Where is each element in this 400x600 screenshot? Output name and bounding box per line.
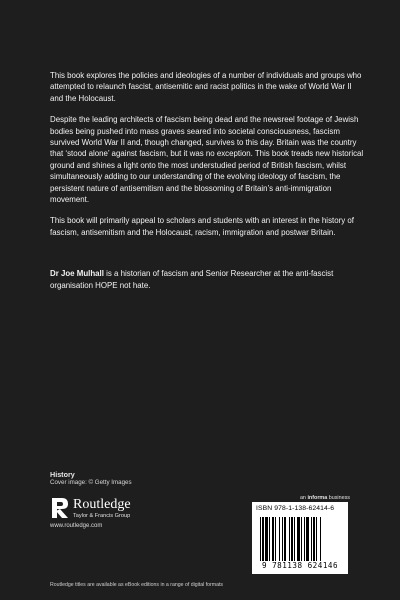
publisher-name: Routledge [73,496,131,512]
blurb-paragraph-2: Despite the leading architects of fascism being dead and the newsreel footage of Jewish bodies being pushed into mass graves seared into societal consciousness, fascism survived World War II and, though changed, survives to this day. Britain was the country that ‘stood alone’ against fascism, but it was no exception. This book treads new historical ground and shines a light onto the most understudied period of British fascism, whilst simultaneously adding to our understanding of the evolving ideology of fascism, the persistent nature of antisemitism and the blossoming of Britain’s anti-immigration movement. [50,115,364,205]
publisher-website: www.routledge.com [50,523,103,529]
barcode-bar [297,517,300,561]
isbn-label: ISBN 978-1-138-62414-6 [256,505,335,512]
informa-brand: informa [307,495,328,501]
publisher-group: Taylor & Francis Group [73,512,131,519]
isbn-barcode [252,502,348,574]
barcode-icon [260,517,340,561]
cover-credit: Cover image: © Getty Images [50,479,132,486]
barcode-bar [313,517,315,561]
author-bio-text: is a historian of fascism and Senior Researcher at the anti-fascist organisation HOPE not hate. [50,269,334,290]
publisher-block [50,496,131,529]
routledge-logo-icon [50,496,70,520]
author-bio [50,268,366,291]
author-name: Dr Joe Mulhall [50,269,104,279]
blurb-paragraph-1: This book explores the policies and ideologies of a number of individuals and groups who attempted to relaunch fascist, antisemitic and racist politics in the wake of World War II and the Holocaust. [50,71,362,103]
barcode-bar [272,517,274,561]
blurb-paragraph-3: This book will primarily appeal to scholars and students with an interest in the history of fascism, antisemitism and the Holocaust, racism, immigration and postwar Britain. [50,216,354,237]
barcode-bar [279,517,280,561]
barcode-bar [320,517,321,561]
barcode-bar [316,517,317,561]
barcode-bar [262,517,264,561]
informa-prefix: an [299,495,308,501]
barcode-digits: 9 781138 624146 [261,561,339,570]
barcode-bar [301,517,302,561]
barcode-bar [284,517,286,561]
barcode-bar [291,517,293,561]
barcode-bar [282,517,283,561]
barcode-bar [311,517,312,561]
ebook-note: Routledge titles are available as eBook editions in a range of digital formats [50,582,224,588]
blurb-section [50,70,366,291]
barcode-bar [306,517,309,561]
barcode-bar [265,517,268,561]
barcode-bar [269,517,270,561]
subject-category: History [50,470,75,479]
barcode-bar [260,517,261,561]
barcode-bar [304,517,305,561]
barcode-bar [294,517,295,561]
barcode-bar [289,517,290,561]
barcode-bar [275,517,276,561]
informa-suffix: business [327,495,350,501]
informa-business-label [300,495,350,501]
